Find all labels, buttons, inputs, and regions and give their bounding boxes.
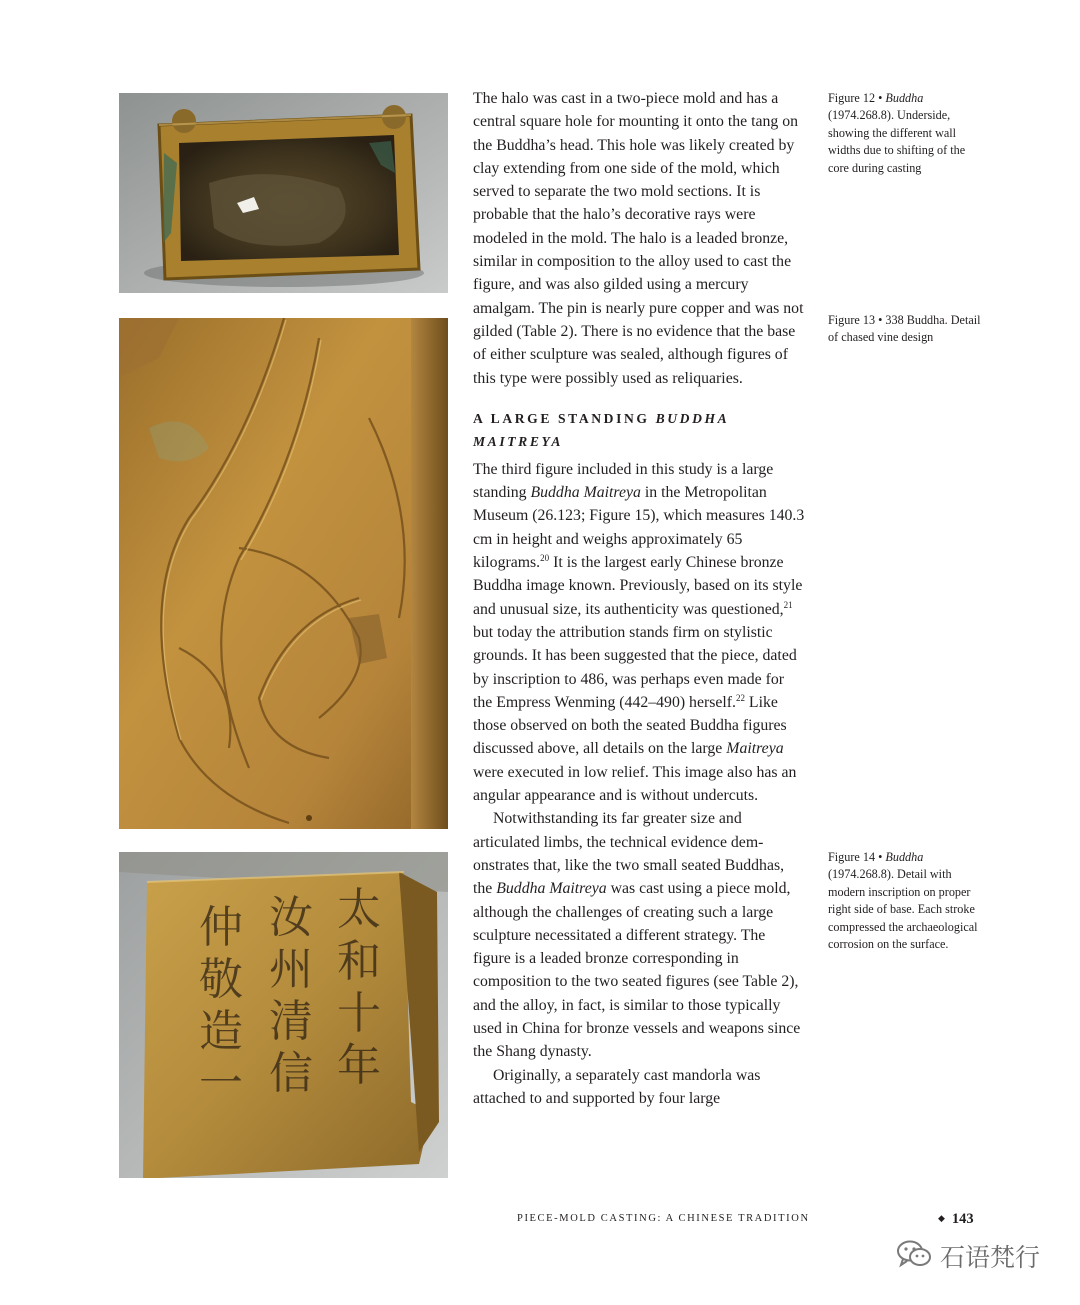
figure-12-photo: [119, 93, 448, 293]
figure-13-caption: [828, 312, 988, 347]
inscription-char: 敬: [199, 954, 243, 1005]
diamond-ornament: ◆: [938, 1213, 945, 1223]
body-text-column: [473, 87, 806, 1110]
inscription-char: 年: [337, 1040, 381, 1091]
caption-prefix: Figure 12 •: [828, 91, 886, 105]
caption-title: Buddha: [885, 850, 924, 864]
caption-title: Buddha: [885, 91, 924, 105]
section-heading: [473, 407, 806, 453]
text-run: but today the attribution stands firm on stylistic grounds. It has been suggested that the piece, dated by inscription to 486, was perhaps even made for the Empress Wenming (442–490) herself.: [473, 623, 797, 711]
footnote-ref-22: 22: [735, 692, 745, 703]
figure-14-caption: [828, 849, 988, 953]
inscription-char: 造: [199, 1006, 243, 1057]
inscription-char: 汝: [269, 892, 313, 943]
caption-prefix: Figure 14 •: [828, 850, 886, 864]
inscription-char: 和: [337, 936, 381, 987]
paragraph-third-figure: [473, 458, 806, 807]
inscription-char: 信: [269, 1048, 313, 1099]
text-run: was cast using a piece mold, although the challenges of creating such a large sculpture necessitated a different strategy. The figure is a leaded bronze corresponding in composition to the two seated figures (see Table 2), and the alloy, in fact, is similar to those typically used in China for bronze vessels and weapons since the Shang dynasty.: [473, 880, 801, 1061]
inscription-char: 一: [199, 1058, 243, 1109]
inscription-char: 太: [337, 884, 381, 935]
text-run-italic: Buddha Maitreya: [530, 484, 641, 502]
watermark: [896, 1238, 1040, 1274]
footnote-ref-21: 21: [783, 599, 793, 610]
running-head: PIECE-MOLD CASTING: A CHINESE TRADITION: [517, 1213, 810, 1224]
section-heading-italic: BUDDHA MAITREYA: [473, 410, 729, 449]
inscription-char: 仲: [199, 902, 243, 953]
figure-13-photo: [119, 318, 448, 829]
inscription-char: 十: [337, 988, 381, 1039]
text-run: in the Metropolitan Museum (26.123; Figure 15), which measures 140.3 cm in height and weighs approximately 65 kilograms.: [473, 484, 805, 572]
text-run: Notwithstanding its far greater size and articulated limbs, the technical evidence demonstrates that, like the two small seated Buddhas, the: [473, 810, 785, 898]
section-heading-text: A LARGE STANDING: [473, 410, 656, 426]
caption-text: Figure 13 • 338 Buddha. Detail of chased vine design: [828, 313, 981, 345]
text-run: were executed in low relief. This image also has an angular appearance and is without undercuts.: [473, 763, 797, 805]
figure-14-photo: [119, 852, 448, 1178]
page-number-value: 143: [951, 1211, 974, 1227]
footnote-ref-20: 20: [540, 553, 550, 564]
inscription-char: 清: [269, 996, 313, 1047]
paragraph-piece-mold: [473, 807, 806, 1063]
text-run-italic: Maitreya: [726, 740, 784, 758]
caption-text: (1974.268.8). Detail with modern inscription on proper right side of base. Each stroke compressed the archaeological corrosion on the surface.: [828, 867, 978, 952]
text-run: The third figure included in this study is a large standing: [473, 460, 774, 502]
text-run: It is the largest early Chinese bronze Buddha image known. Previously, based on its style and unusual size, its authenticity was questioned,: [473, 554, 803, 618]
text-run: Like those observed on both the seated Buddha figures discussed above, all details on the large: [473, 693, 787, 758]
inscription-char: 州: [269, 944, 313, 995]
watermark-text: 石语梵行: [940, 1243, 1041, 1272]
paragraph-halo: The halo was cast in a two-piece mold and has a central square hole for mounting it onto the tang on the Buddha’s head. This hole was likely created by clay extending from one side of the mold, which served to separate the two mold sections. It is probable that the halo’s decorative rays were modeled in the mold. The halo is a leaded bronze, similar in composition to the alloy used to cast the figure, and was also gilded using a mercury amalgam. The pin is nearly pure copper and was not gilded (Table 2). There is no evidence that the base of either sculpture was sealed, although figures of this type were possibly used as reliquaries.: [473, 90, 804, 387]
caption-text: (1974.268.8). Underside, showing the different wall widths due to shifting of the core during casting: [828, 108, 966, 175]
paragraph-mandorla: Originally, a separately cast mandorla was attached to and supported by four large: [473, 1066, 761, 1107]
text-run-italic: Buddha Maitreya: [496, 880, 607, 898]
figure-12-caption: [828, 90, 988, 177]
page-number: [938, 1211, 974, 1228]
wechat-icon: [896, 1239, 932, 1274]
